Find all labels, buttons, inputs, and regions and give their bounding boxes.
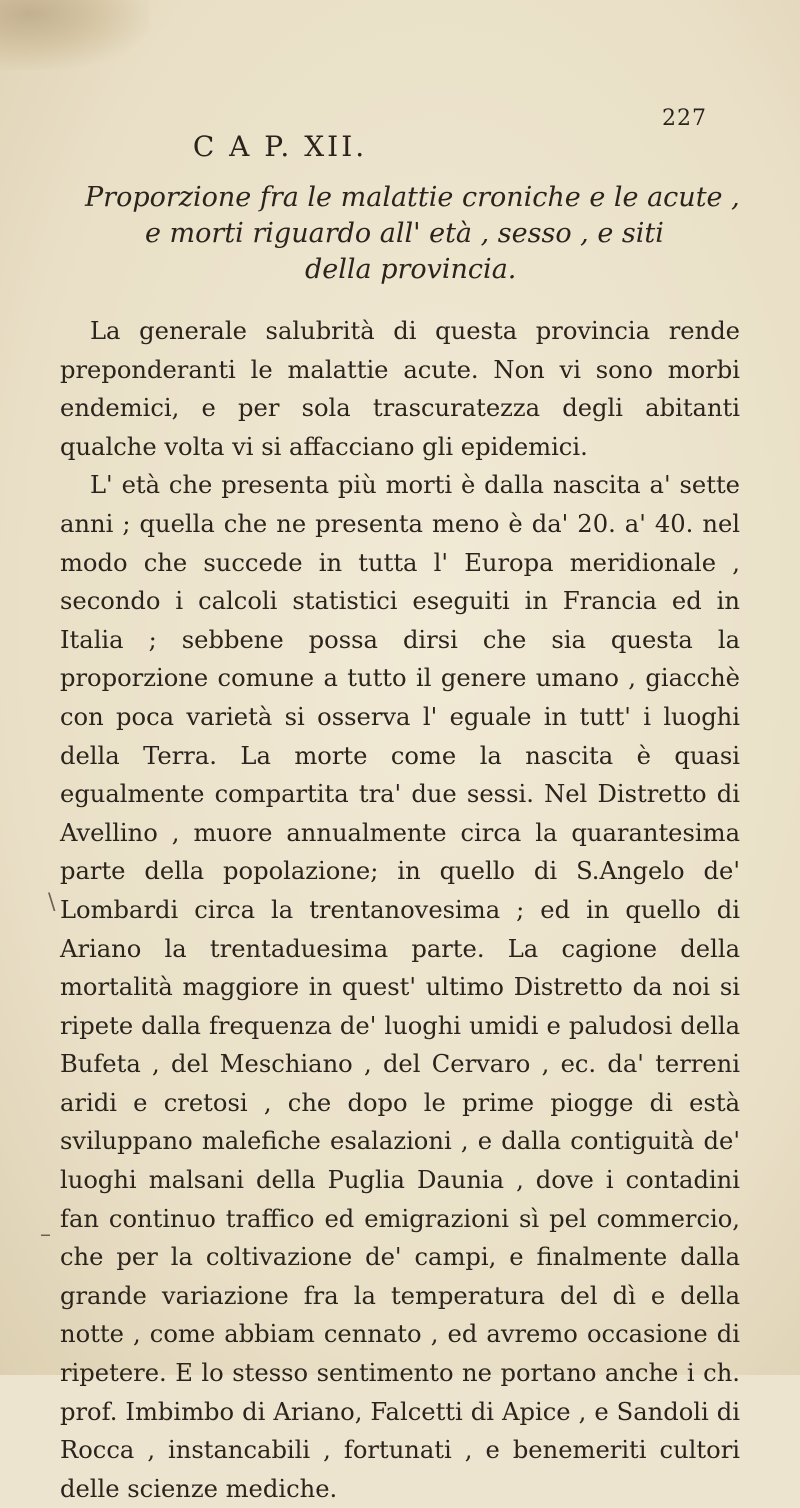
page-number: 227: [662, 106, 707, 131]
paragraph: La generale salubrità di questa provincia rende preponderanti le malattie acute. Non vi sono morbi endemici, e per sola trascuratezza degli abitanti qualche volta vi si affacciano gli epidemici.: [60, 317, 740, 461]
margin-pencil-mark: \: [48, 890, 56, 915]
section-title-line-2: e morti riguardo all' età , sesso , e siti: [145, 218, 664, 249]
section-title-line-1: Proporzione fra le malattie croniche e le acute ,: [85, 182, 740, 213]
paragraph: L' età che presenta più morti è dalla nascita a' sette anni ; quella che ne presenta meno è da' 20. a' 40. nel modo che succede in tutta l' Europa meridionale , secondo i calcoli statistici eseguiti in Francia ed in Italia ; sebbene possa dirsi che sia questa la proporzione comune a tutto il genere umano , giacchè con poca varietà si osserva l' eguale in tutt' i luoghi della Terra. La morte come la nascita è quasi egualmente compartita tra' due sessi. Nel Distretto di Avellino , muore annualmente circa la quarantesima parte della popolazione; in quello di S.Angelo de' Lombardi circa la trentanovesima ; ed in quello di Ariano la trentaduesima parte. La cagione della mortalità maggiore in quest' ultimo Distretto da noi si ripete dalla frequenza de' luoghi umidi e paludosi della Bufeta , del Meschiano , del Cervaro , ec. da' terreni aridi e cretosi , che dopo le prime piogge di està sviluppano malefiche esalazioni , e dalla contiguità de' luoghi malsani della Puglia Daunia , dove i contadini fan continuo traffico ed emigrazioni sì pel commercio, che per la coltivazione de' campi, e finalmente dalla grande variazione fra la temperatura del dì e della notte , come abbiam cennato , ed avremo occasione di ripetere. E lo stesso sentimento ne portano anche i ch. prof. Imbimbo di Ariano, Falcetti di Apice , e Sandoli di Rocca , instancabili , fortunati , e benemeriti cultori delle scienze mediche.: [60, 471, 740, 1503]
margin-pencil-mark: –: [40, 1222, 51, 1247]
chapter-heading: C A P. XII.: [192, 130, 368, 163]
body-text: [60, 312, 740, 1508]
section-title-line-3: della provincia.: [305, 254, 517, 285]
section-title: [60, 180, 750, 288]
paper-stain: [0, 0, 150, 70]
